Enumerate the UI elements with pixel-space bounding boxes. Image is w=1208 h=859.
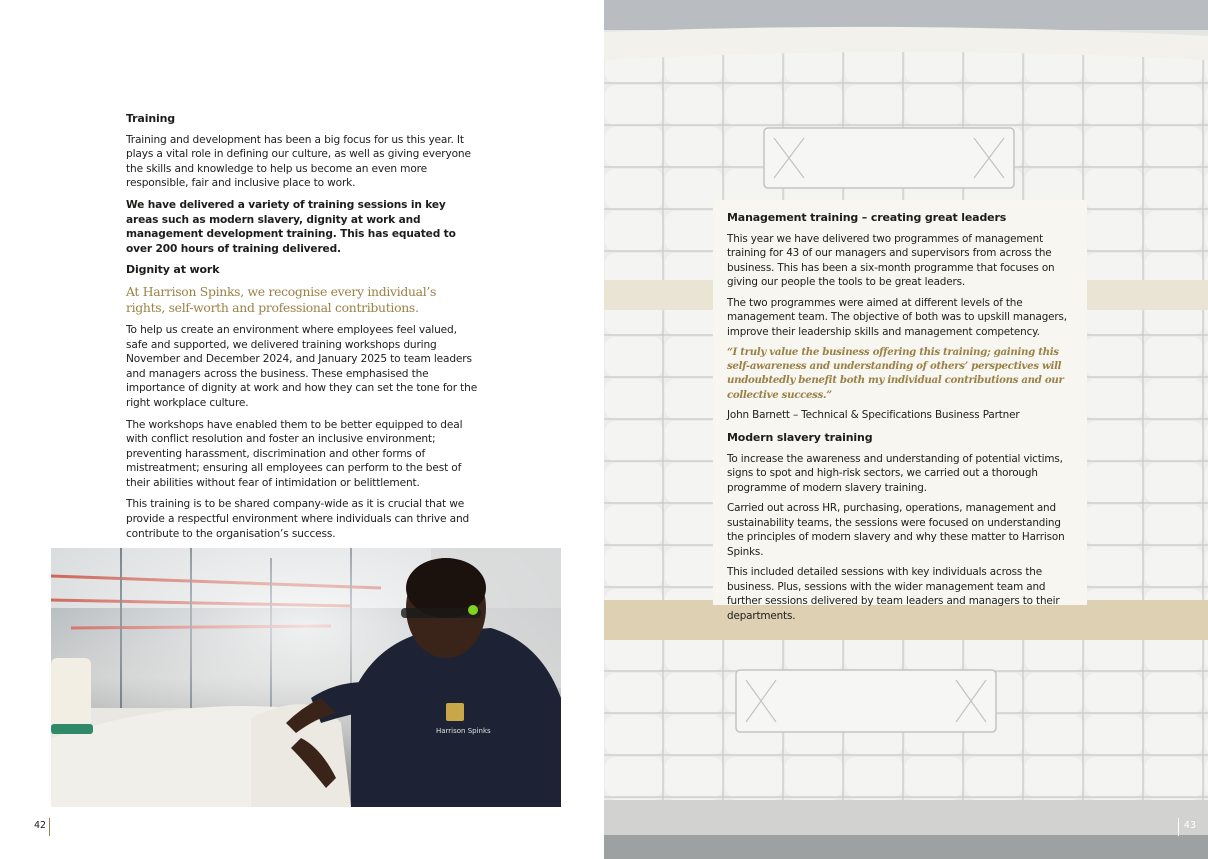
page-number-left: 42	[34, 820, 47, 831]
management-paragraph-2: The two programmes were aimed at different levels of the management team. The objective of both was to upskill managers, improve their leadership skills and management competency.	[727, 296, 1067, 338]
dignity-paragraph-2: The workshops have enabled them to be better equipped to deal with conflict resolution and foster an inclusive environment; preventing harassment, discrimination and other forms of mistreatment; ensuring all employees can perform to the best of their abilities without fear of intimidation or belittlement.	[126, 418, 463, 489]
dignity-paragraph-3: This training is to be shared company-wide as it is crucial that we provide a respectful environment where individuals can thrive and contribute to the organisation’s success.	[126, 498, 470, 540]
management-paragraph-1: This year we have delivered two programmes of management training for 43 of our managers and supervisors from across the business. This has been a six-month programme that focuses on giving our people the tools to be great leaders.	[727, 232, 1055, 288]
shirt-logo-text: Harrison Spinks	[436, 727, 491, 735]
left-text-column	[126, 112, 478, 548]
slavery-paragraph-3: This included detailed sessions with key individuals across the business. Plus, sessions with the wider management team and further sessions delivered by team leaders and managers to their departments.	[727, 566, 1060, 622]
slavery-heading: Modern slavery training	[727, 431, 873, 445]
training-highlight: We have delivered a variety of training sessions in key areas such as modern slavery, dignity at work and management development training. This has equated to over 200 hours of training delivered.	[126, 198, 456, 255]
management-panel	[713, 200, 1087, 622]
training-heading: Training	[126, 112, 176, 125]
testimonial-quote: “I truly value the business offering this training; gaining this self-awareness and understanding of others’ perspectives will undoubtedly benefit both my individual contributions and our collective success.”	[727, 346, 1064, 401]
slavery-paragraph-1: To increase the awareness and understanding of potential victims, signs to spot and high-risk sectors, we carried out a thorough programme of modern slavery training.	[727, 452, 1063, 494]
dignity-intro: At Harrison Spinks, we recognise every individual’s rights, self-worth and professional contributions.	[126, 283, 437, 316]
dignity-heading: Dignity at work	[126, 263, 220, 277]
training-paragraph: Training and development has been a big focus for us this year. It plays a vital role in defining our culture, as well as giving everyone the skills and knowledge to help us become an even more responsible, fair and inclusive place to work.	[126, 133, 471, 190]
quote-attribution: John Barnett – Technical & Specifications Business Partner	[727, 408, 1020, 421]
slavery-paragraph-2: Carried out across HR, purchasing, operations, management and sustainability teams, the sessions were focused on understanding the principles of modern slavery and why these matter to Harrison Spinks.	[727, 502, 1065, 558]
page-number-right: 43	[1183, 820, 1196, 831]
worker-photo	[51, 548, 561, 807]
management-heading: Management training – creating great leaders	[727, 211, 1007, 224]
dignity-paragraph-1: To help us create an environment where employees feel valued, safe and supported, we delivered training workshops during November and December 2024, and January 2025 to team leaders and managers across the business. These emphasised the importance of dignity at work and how they can set the tone for the right workplace culture.	[126, 323, 478, 409]
